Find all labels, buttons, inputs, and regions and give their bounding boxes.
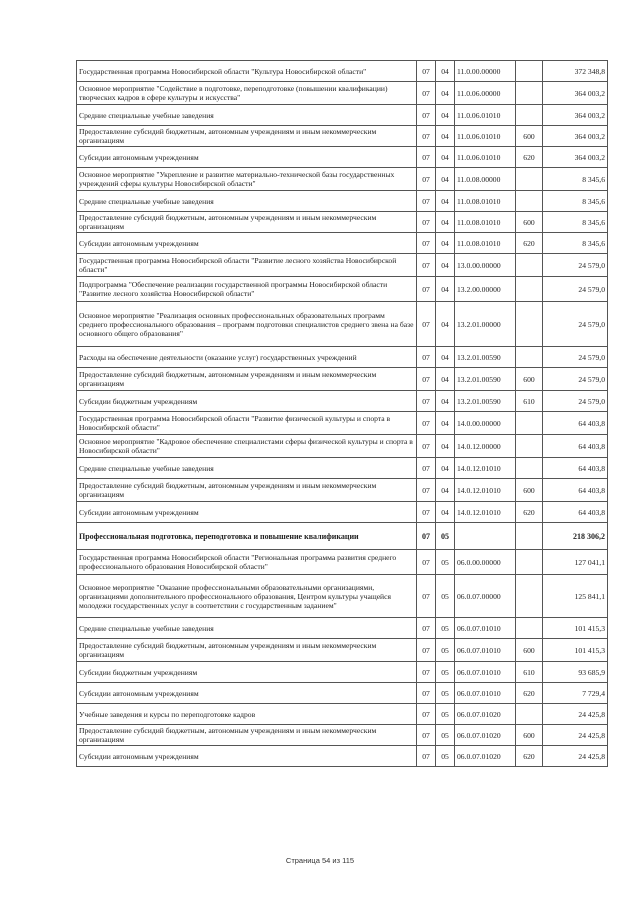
- row-section-code: 07: [417, 458, 436, 479]
- table-row: [77, 126, 608, 147]
- row-name: Государственная программа Новосибирской области "Развитие лесного хозяйства Новосибирской области": [77, 254, 417, 277]
- row-target-article: 11.0.06.01010: [455, 105, 516, 126]
- row-subsection-code: 05: [436, 704, 455, 725]
- row-amount: 93 685,9: [543, 662, 608, 683]
- row-target-article: 06.0.07.01020: [455, 704, 516, 725]
- row-amount: 64 403,8: [543, 412, 608, 435]
- row-expense-type: [516, 254, 543, 277]
- row-name: Государственная программа Новосибирской области "Региональная программа развития среднего профессионального образования Новосибирской области": [77, 550, 417, 575]
- row-expense-type: [516, 277, 543, 302]
- row-target-article: 06.0.07.01010: [455, 683, 516, 704]
- row-subsection-code: 04: [436, 105, 455, 126]
- row-amount: 218 306,2: [543, 523, 608, 550]
- row-section-code: 07: [417, 704, 436, 725]
- row-subsection-code: 04: [436, 233, 455, 254]
- row-target-article: 06.0.07.01010: [455, 662, 516, 683]
- row-amount: 8 345,6: [543, 168, 608, 191]
- row-amount: 64 403,8: [543, 502, 608, 523]
- row-expense-type: [516, 105, 543, 126]
- row-name: Субсидии бюджетным учреждениям: [77, 662, 417, 683]
- row-section-code: 07: [417, 435, 436, 458]
- table-row: [77, 618, 608, 639]
- row-target-article: 13.2.01.00590: [455, 368, 516, 391]
- row-subsection-code: 04: [436, 368, 455, 391]
- row-section-code: 07: [417, 105, 436, 126]
- row-target-article: 14.0.00.00000: [455, 412, 516, 435]
- row-amount: 8 345,6: [543, 191, 608, 212]
- row-target-article: 11.0.08.01010: [455, 233, 516, 254]
- table-row: [77, 523, 608, 550]
- row-section-code: 07: [417, 347, 436, 368]
- row-name: Предоставление субсидий бюджетным, автономным учреждениям и иным некоммерческим организациям: [77, 368, 417, 391]
- row-name: Средние специальные учебные заведения: [77, 191, 417, 212]
- table-row: [77, 412, 608, 435]
- row-expense-type: 620: [516, 147, 543, 168]
- row-expense-type: 620: [516, 683, 543, 704]
- row-amount: 364 003,2: [543, 126, 608, 147]
- row-amount: 372 348,8: [543, 61, 608, 82]
- row-name: Средние специальные учебные заведения: [77, 618, 417, 639]
- row-amount: 7 729,4: [543, 683, 608, 704]
- row-target-article: 11.0.00.00000: [455, 61, 516, 82]
- row-subsection-code: 04: [436, 191, 455, 212]
- row-section-code: 07: [417, 277, 436, 302]
- row-amount: 364 003,2: [543, 82, 608, 105]
- row-section-code: 07: [417, 168, 436, 191]
- row-expense-type: 600: [516, 479, 543, 502]
- row-subsection-code: 05: [436, 523, 455, 550]
- row-name: Государственная программа Новосибирской области "Культура Новосибирской области": [77, 61, 417, 82]
- table-row: [77, 212, 608, 233]
- row-amount: 64 403,8: [543, 458, 608, 479]
- row-target-article: 11.0.08.01010: [455, 191, 516, 212]
- row-subsection-code: 04: [436, 147, 455, 168]
- row-expense-type: 600: [516, 639, 543, 662]
- row-amount: 24 425,8: [543, 746, 608, 767]
- row-amount: 24 579,0: [543, 254, 608, 277]
- row-expense-type: [516, 412, 543, 435]
- row-section-code: 07: [417, 126, 436, 147]
- table-row: [77, 105, 608, 126]
- row-section-code: 07: [417, 212, 436, 233]
- row-section-code: 07: [417, 254, 436, 277]
- table-row: [77, 277, 608, 302]
- row-subsection-code: 05: [436, 662, 455, 683]
- row-name: Предоставление субсидий бюджетным, автономным учреждениям и иным некоммерческим организациям: [77, 126, 417, 147]
- row-subsection-code: 04: [436, 502, 455, 523]
- table-row: [77, 147, 608, 168]
- row-name: Расходы на обеспечение деятельности (оказание услуг) государственных учреждений: [77, 347, 417, 368]
- table-row: [77, 368, 608, 391]
- row-target-article: 11.0.06.01010: [455, 126, 516, 147]
- table-row: [77, 168, 608, 191]
- row-amount: 64 403,8: [543, 435, 608, 458]
- table-row: [77, 61, 608, 82]
- table-row: [77, 662, 608, 683]
- row-subsection-code: 04: [436, 391, 455, 412]
- row-expense-type: [516, 435, 543, 458]
- row-subsection-code: 04: [436, 168, 455, 191]
- row-subsection-code: 05: [436, 575, 455, 618]
- row-expense-type: 620: [516, 233, 543, 254]
- row-section-code: 07: [417, 639, 436, 662]
- row-section-code: 07: [417, 550, 436, 575]
- row-name: Субсидии автономным учреждениям: [77, 683, 417, 704]
- row-name: Субсидии бюджетным учреждениям: [77, 391, 417, 412]
- row-subsection-code: 05: [436, 618, 455, 639]
- row-expense-type: [516, 550, 543, 575]
- row-section-code: 07: [417, 575, 436, 618]
- page-footer: Страница 54 из 115: [285, 856, 355, 865]
- row-name: Основное мероприятие "Содействие в подготовке, переподготовке (повышении квалификации) творческих кадров в сфере культуры и искусства": [77, 82, 417, 105]
- row-section-code: 07: [417, 391, 436, 412]
- row-subsection-code: 04: [436, 126, 455, 147]
- row-expense-type: [516, 575, 543, 618]
- row-section-code: 07: [417, 618, 436, 639]
- row-subsection-code: 05: [436, 725, 455, 746]
- row-target-article: 14.0.12.01010: [455, 458, 516, 479]
- row-section-code: 07: [417, 412, 436, 435]
- table-row: [77, 704, 608, 725]
- row-name: Субсидии автономным учреждениям: [77, 147, 417, 168]
- row-expense-type: [516, 191, 543, 212]
- row-section-code: 07: [417, 368, 436, 391]
- row-amount: 125 841,1: [543, 575, 608, 618]
- row-amount: 364 003,2: [543, 105, 608, 126]
- row-expense-type: 620: [516, 502, 543, 523]
- table-row: [77, 502, 608, 523]
- table-row: [77, 391, 608, 412]
- row-target-article: 06.0.00.00000: [455, 550, 516, 575]
- row-amount: 364 003,2: [543, 147, 608, 168]
- table-row: [77, 550, 608, 575]
- row-target-article: 06.0.07.01010: [455, 639, 516, 662]
- table-row: [77, 82, 608, 105]
- table-row: [77, 435, 608, 458]
- row-section-code: 07: [417, 61, 436, 82]
- row-expense-type: [516, 168, 543, 191]
- row-subsection-code: 04: [436, 302, 455, 347]
- table-row: [77, 725, 608, 746]
- row-amount: 24 579,0: [543, 368, 608, 391]
- row-target-article: 06.0.07.01020: [455, 746, 516, 767]
- row-name: Профессиональная подготовка, переподготовка и повышение квалификации: [77, 523, 417, 550]
- row-subsection-code: 04: [436, 412, 455, 435]
- row-subsection-code: 04: [436, 435, 455, 458]
- row-subsection-code: 05: [436, 746, 455, 767]
- table-row: [77, 233, 608, 254]
- row-section-code: 07: [417, 502, 436, 523]
- row-target-article: 13.2.01.00590: [455, 347, 516, 368]
- row-target-article: 11.0.08.00000: [455, 168, 516, 191]
- row-target-article: [455, 523, 516, 550]
- row-target-article: 06.0.07.00000: [455, 575, 516, 618]
- row-section-code: 07: [417, 725, 436, 746]
- row-expense-type: 600: [516, 725, 543, 746]
- row-target-article: 13.2.00.00000: [455, 277, 516, 302]
- row-subsection-code: 04: [436, 254, 455, 277]
- table-row: [77, 191, 608, 212]
- row-name: Основное мероприятие "Реализация основных профессиональных образовательных программ среднего профессионального образования – программ подготовки специалистов среднего звена на базе основного общего образования": [77, 302, 417, 347]
- row-section-code: 07: [417, 683, 436, 704]
- row-name: Основное мероприятие "Кадровое обеспечение специалистами сферы физической культуры и спорта в Новосибирской области": [77, 435, 417, 458]
- row-amount: 24 579,0: [543, 277, 608, 302]
- row-expense-type: [516, 347, 543, 368]
- row-section-code: 07: [417, 191, 436, 212]
- table-row: [77, 302, 608, 347]
- row-name: Средние специальные учебные заведения: [77, 458, 417, 479]
- row-amount: 8 345,6: [543, 212, 608, 233]
- row-amount: 101 415,3: [543, 618, 608, 639]
- row-name: Предоставление субсидий бюджетным, автономным учреждениям и иным некоммерческим организациям: [77, 639, 417, 662]
- row-expense-type: [516, 704, 543, 725]
- row-section-code: 07: [417, 746, 436, 767]
- table-row: [77, 746, 608, 767]
- row-target-article: 13.0.00.00000: [455, 254, 516, 277]
- row-expense-type: 600: [516, 212, 543, 233]
- row-expense-type: [516, 523, 543, 550]
- row-subsection-code: 04: [436, 212, 455, 233]
- row-section-code: 07: [417, 147, 436, 168]
- row-section-code: 07: [417, 82, 436, 105]
- row-target-article: 06.0.07.01020: [455, 725, 516, 746]
- row-name: Учебные заведения и курсы по переподготовке кадров: [77, 704, 417, 725]
- row-section-code: 07: [417, 523, 436, 550]
- row-expense-type: 600: [516, 126, 543, 147]
- row-name: Основное мероприятие "Укрепление и развитие материально-технической базы государственных учреждений сферы культуры Новосибирской области": [77, 168, 417, 191]
- row-amount: 24 579,0: [543, 347, 608, 368]
- row-target-article: 14.0.12.01010: [455, 479, 516, 502]
- row-target-article: 13.2.01.00000: [455, 302, 516, 347]
- row-expense-type: 610: [516, 391, 543, 412]
- table-row: [77, 254, 608, 277]
- row-subsection-code: 04: [436, 347, 455, 368]
- row-name: Предоставление субсидий бюджетным, автономным учреждениям и иным некоммерческим организациям: [77, 212, 417, 233]
- row-target-article: 11.0.08.01010: [455, 212, 516, 233]
- row-target-article: 11.0.06.01010: [455, 147, 516, 168]
- row-name: Предоставление субсидий бюджетным, автономным учреждениям и иным некоммерческим организациям: [77, 479, 417, 502]
- row-target-article: 11.0.06.00000: [455, 82, 516, 105]
- table-row: [77, 458, 608, 479]
- row-target-article: 14.0.12.01010: [455, 502, 516, 523]
- row-subsection-code: 05: [436, 639, 455, 662]
- row-section-code: 07: [417, 302, 436, 347]
- row-expense-type: 610: [516, 662, 543, 683]
- row-name: Средние специальные учебные заведения: [77, 105, 417, 126]
- row-amount: 127 041,1: [543, 550, 608, 575]
- budget-table-body: [77, 61, 608, 767]
- row-section-code: 07: [417, 479, 436, 502]
- table-row: [77, 683, 608, 704]
- row-subsection-code: 04: [436, 82, 455, 105]
- row-section-code: 07: [417, 233, 436, 254]
- row-subsection-code: 05: [436, 550, 455, 575]
- row-section-code: 07: [417, 662, 436, 683]
- row-target-article: 13.2.01.00590: [455, 391, 516, 412]
- row-amount: 24 425,8: [543, 725, 608, 746]
- row-subsection-code: 04: [436, 479, 455, 502]
- row-expense-type: [516, 458, 543, 479]
- row-subsection-code: 04: [436, 277, 455, 302]
- table-row: [77, 347, 608, 368]
- row-name: Субсидии автономным учреждениям: [77, 746, 417, 767]
- row-subsection-code: 05: [436, 683, 455, 704]
- row-name: Предоставление субсидий бюджетным, автономным учреждениям и иным некоммерческим организациям: [77, 725, 417, 746]
- row-expense-type: [516, 618, 543, 639]
- row-name: Государственная программа Новосибирской области "Развитие физической культуры и спорта в Новосибирской области": [77, 412, 417, 435]
- row-expense-type: [516, 82, 543, 105]
- row-expense-type: [516, 302, 543, 347]
- table-row: [77, 575, 608, 618]
- row-subsection-code: 04: [436, 61, 455, 82]
- row-expense-type: [516, 61, 543, 82]
- row-amount: 24 579,0: [543, 391, 608, 412]
- row-name: Основное мероприятие "Оказание профессиональными образовательными организациями, организациями дополнительного профессионального образования, Центром культуры учащейся молодежи государственных услуг в соответствии с государственным заданием": [77, 575, 417, 618]
- row-amount: 24 425,8: [543, 704, 608, 725]
- row-amount: 64 403,8: [543, 479, 608, 502]
- row-subsection-code: 04: [436, 458, 455, 479]
- row-target-article: 14.0.12.00000: [455, 435, 516, 458]
- row-name: Подпрограмма "Обеспечение реализации государственной программы Новосибирской области "Развитие лесного хозяйства Новосибирской области": [77, 277, 417, 302]
- row-name: Субсидии автономным учреждениям: [77, 502, 417, 523]
- table-row: [77, 479, 608, 502]
- row-name: Субсидии автономным учреждениям: [77, 233, 417, 254]
- table-row: [77, 639, 608, 662]
- row-expense-type: 620: [516, 746, 543, 767]
- budget-table: [76, 60, 608, 767]
- row-amount: 8 345,6: [543, 233, 608, 254]
- row-expense-type: 600: [516, 368, 543, 391]
- row-amount: 24 579,0: [543, 302, 608, 347]
- row-amount: 101 415,3: [543, 639, 608, 662]
- row-target-article: 06.0.07.01010: [455, 618, 516, 639]
